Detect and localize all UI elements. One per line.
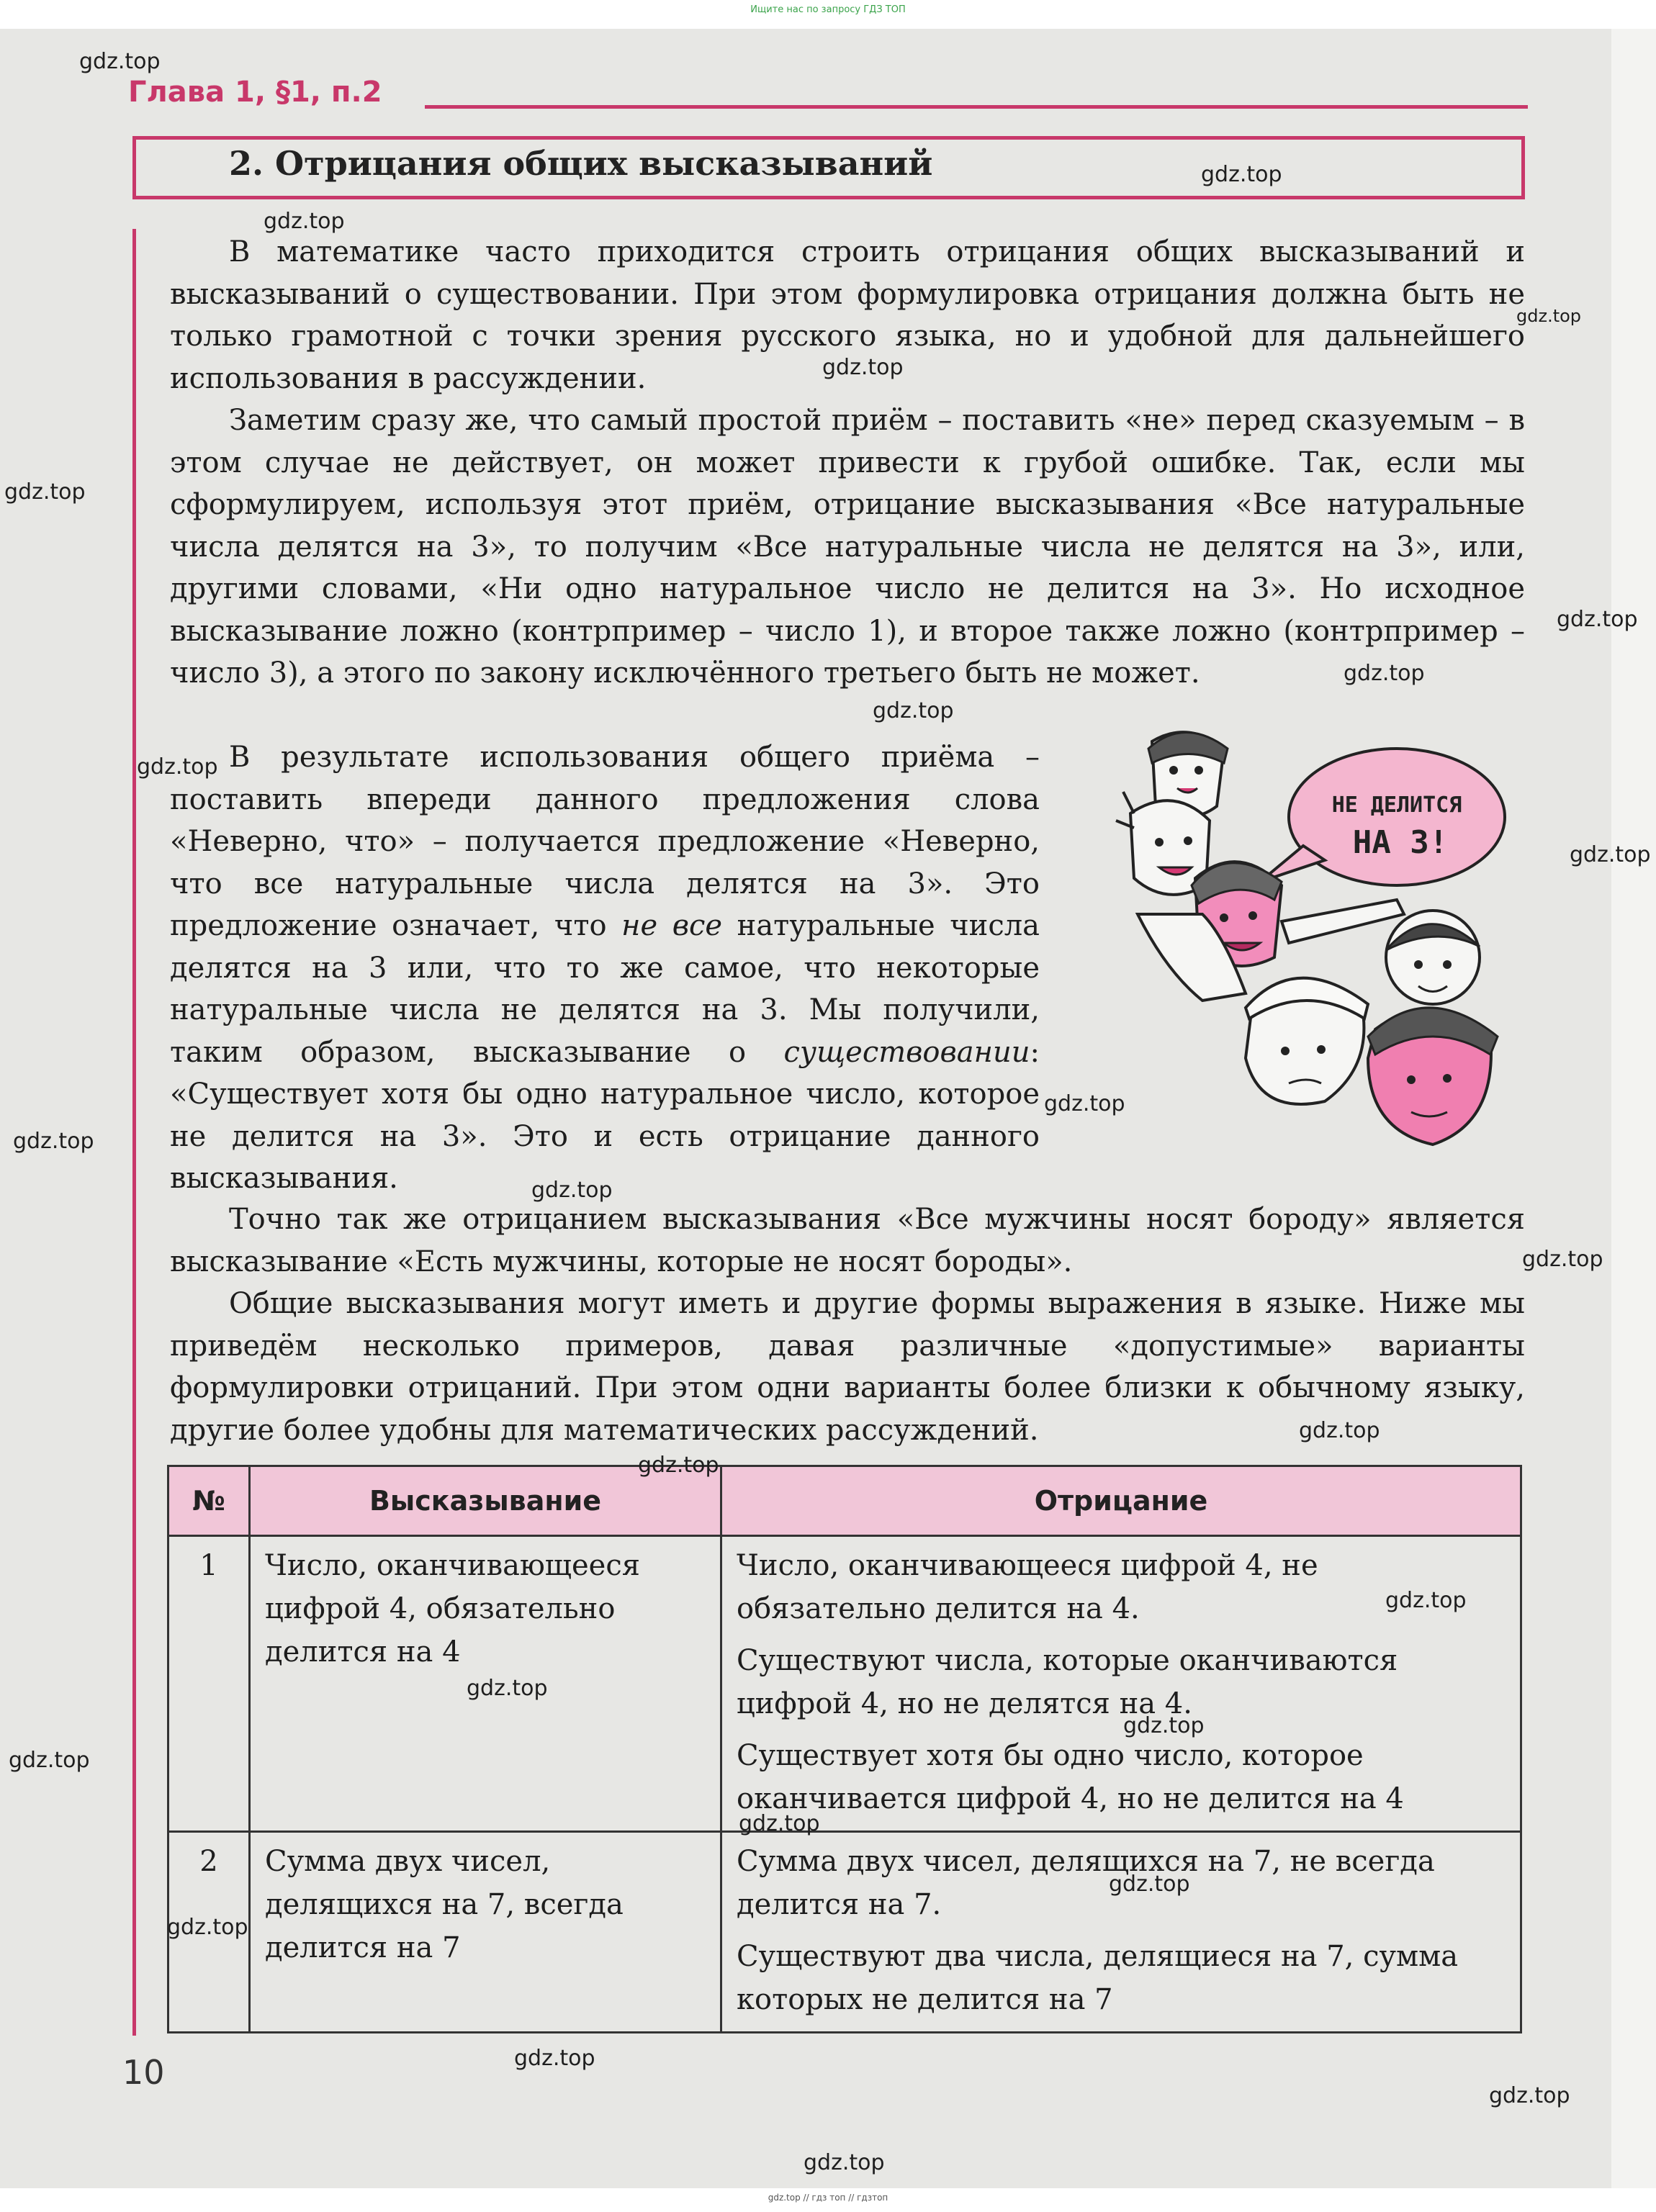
paragraph-3-part-b: натуральные числа делятся на 3 или, что то же самое, что некоторые натуральные числа не делятся на 3. Мы получили, таким образом, высказывание о (170, 909, 1040, 1069)
table-row (168, 1832, 1521, 2033)
watermark: gdz.top (804, 2150, 885, 2175)
column-header-statement: Высказывание (250, 1466, 721, 1536)
row-negations (721, 1536, 1521, 1832)
margin-bar (132, 229, 136, 2036)
row-statement: Сумма двух чисел, делящихся на 7, всегда делится на 7 (250, 1832, 721, 2033)
negation-variant: Число, оканчивающееся цифрой 4, не обязательно делится на 4. (737, 1549, 1318, 1625)
watermark: gdz.top (167, 1915, 248, 1940)
paragraph-4: Точно так же отрицанием высказывания «Все мужчины носят бороду» является высказывание «Есть мужчины, которые не носят бороды». (170, 1203, 1525, 1278)
watermark: gdz.top (1570, 842, 1651, 867)
watermark: gdz.top (13, 1129, 94, 1154)
watermark: gdz.top (4, 479, 86, 505)
page-edge (1611, 29, 1656, 2188)
watermark: gdz.top (638, 1453, 719, 1478)
watermark: gdz.top (1299, 1418, 1380, 1443)
cartoon-illustration (1109, 727, 1512, 1152)
negation-variant: Существует хотя бы одно число, которое оканчивается цифрой 4, но не делится на 4 (737, 1739, 1404, 1815)
row-negations (721, 1832, 1521, 2033)
watermark: gdz.top (1557, 607, 1638, 632)
kid-right-top (1386, 911, 1480, 1004)
watermark: gdz.top (9, 1748, 90, 1773)
watermark: gdz.top (514, 2046, 595, 2071)
watermark: gdz.top (1201, 162, 1282, 187)
row-number: 1 (168, 1536, 250, 1832)
emphasis-not-all: не все (621, 909, 723, 942)
watermark: gdz.top (467, 1676, 548, 1701)
column-header-number: № (168, 1466, 250, 1536)
watermark: gdz.top (264, 209, 345, 234)
paragraph-2: Заметим сразу же, что самый простой приём – поставить «не» перед сказуемым – в этом случае не действует, он может привести к грубой ошибке. Так, если мы сформулируем, используя этот приём, отрицание высказывания «Все натуральные числа делятся на 3», то получим «Все натуральные числа не делятся на 3», или, другими словами, «Ни одно натуральное число не делится на 3». Но исходное высказывание ложно (контрпример – число 1), и второе также ложно (контрпример – число 3), а этого по закону исключённого третьего быть не может. (170, 404, 1525, 690)
negations-table (167, 1465, 1522, 2033)
paragraph-5: Общие высказывания могут иметь и другие формы выражения в языке. Ниже мы приведём несколько примеров, давая различные «допустимые» варианты формулировки отрицаний. При этом одни варианты более близки к обычному языку, другие более удобны для математических рассуждений. (170, 1287, 1525, 1447)
watermark: gdz.top (137, 754, 218, 780)
negation-variant: Существуют два числа, делящиеся на 7, сумма которых не делится на 7 (737, 1940, 1459, 2016)
column-header-negation: Отрицание (721, 1466, 1521, 1536)
table-row (168, 1536, 1521, 1832)
negation-variant: Существуют числа, которые оканчиваются цифрой 4, но не делятся на 4. (737, 1644, 1398, 1720)
bubble-text-2: НА 3! (1352, 824, 1449, 861)
bubble-text-1: НЕ ДЕЛИТСЯ (1331, 793, 1462, 818)
watermark: gdz.top (531, 1178, 613, 1203)
speech-bubble (1260, 749, 1505, 885)
bottom-links[interactable]: gdz.top // гдз топ // гдзтоп (768, 2193, 888, 2203)
chapter-rule (425, 105, 1528, 109)
paragraph-3-part-a: В результате использования общего приёма – поставить впереди данного предложения слова «Неверно, что» – получается предложение «Неверно, что все натуральные числа делятся на 3». Это предложение означает, что (170, 741, 1040, 942)
chapter-heading: Глава 1, §1, п.2 (128, 76, 382, 109)
watermark: gdz.top (1109, 1872, 1190, 1897)
paragraph-3 (170, 736, 1040, 1200)
emphasis-existence: существовании (783, 1035, 1030, 1069)
row-number: 2 (168, 1832, 250, 2033)
negation-variant: Сумма двух чисел, делящихся на 7, не всегда делится на 7. (737, 1845, 1435, 1921)
watermark: gdz.top (739, 1811, 820, 1836)
watermark: gdz.top (1489, 2083, 1570, 2108)
kid-bottom-left (1246, 978, 1368, 1104)
kid-bottom-right (1368, 1008, 1498, 1145)
top-search-hint[interactable]: Ищите нас по запросу ГДЗ ТОП (750, 4, 906, 15)
watermark: gdz.top (1385, 1588, 1467, 1613)
row-statement: Число, оканчивающееся цифрой 4, обязательно делится на 4 (250, 1536, 721, 1832)
watermark: gdz.top (873, 698, 954, 723)
watermark: gdz.top (1516, 306, 1582, 326)
watermark: gdz.top (822, 355, 904, 380)
section-title: 2. Отрицания общих высказываний (229, 144, 933, 183)
paragraph-1: В математике часто приходится строить отрицания общих высказываний и высказываний о существовании. При этом формулировка отрицания должна быть не только грамотной с точки зрения русского языка, но и удобной для дальнейшего использования в рассуждении. (170, 235, 1525, 395)
table-header-row (168, 1466, 1521, 1536)
watermark: gdz.top (1123, 1713, 1205, 1738)
watermark: gdz.top (1344, 661, 1425, 686)
paragraph-3-part-c: : «Существует хотя бы одно натуральное число, которое не делится на 3». Это и есть отрицание данного высказывания. (170, 1035, 1040, 1195)
watermark: gdz.top (1522, 1247, 1603, 1272)
watermark: gdz.top (79, 49, 161, 74)
page-number: 10 (122, 2053, 165, 2092)
watermark: gdz.top (1044, 1091, 1125, 1116)
